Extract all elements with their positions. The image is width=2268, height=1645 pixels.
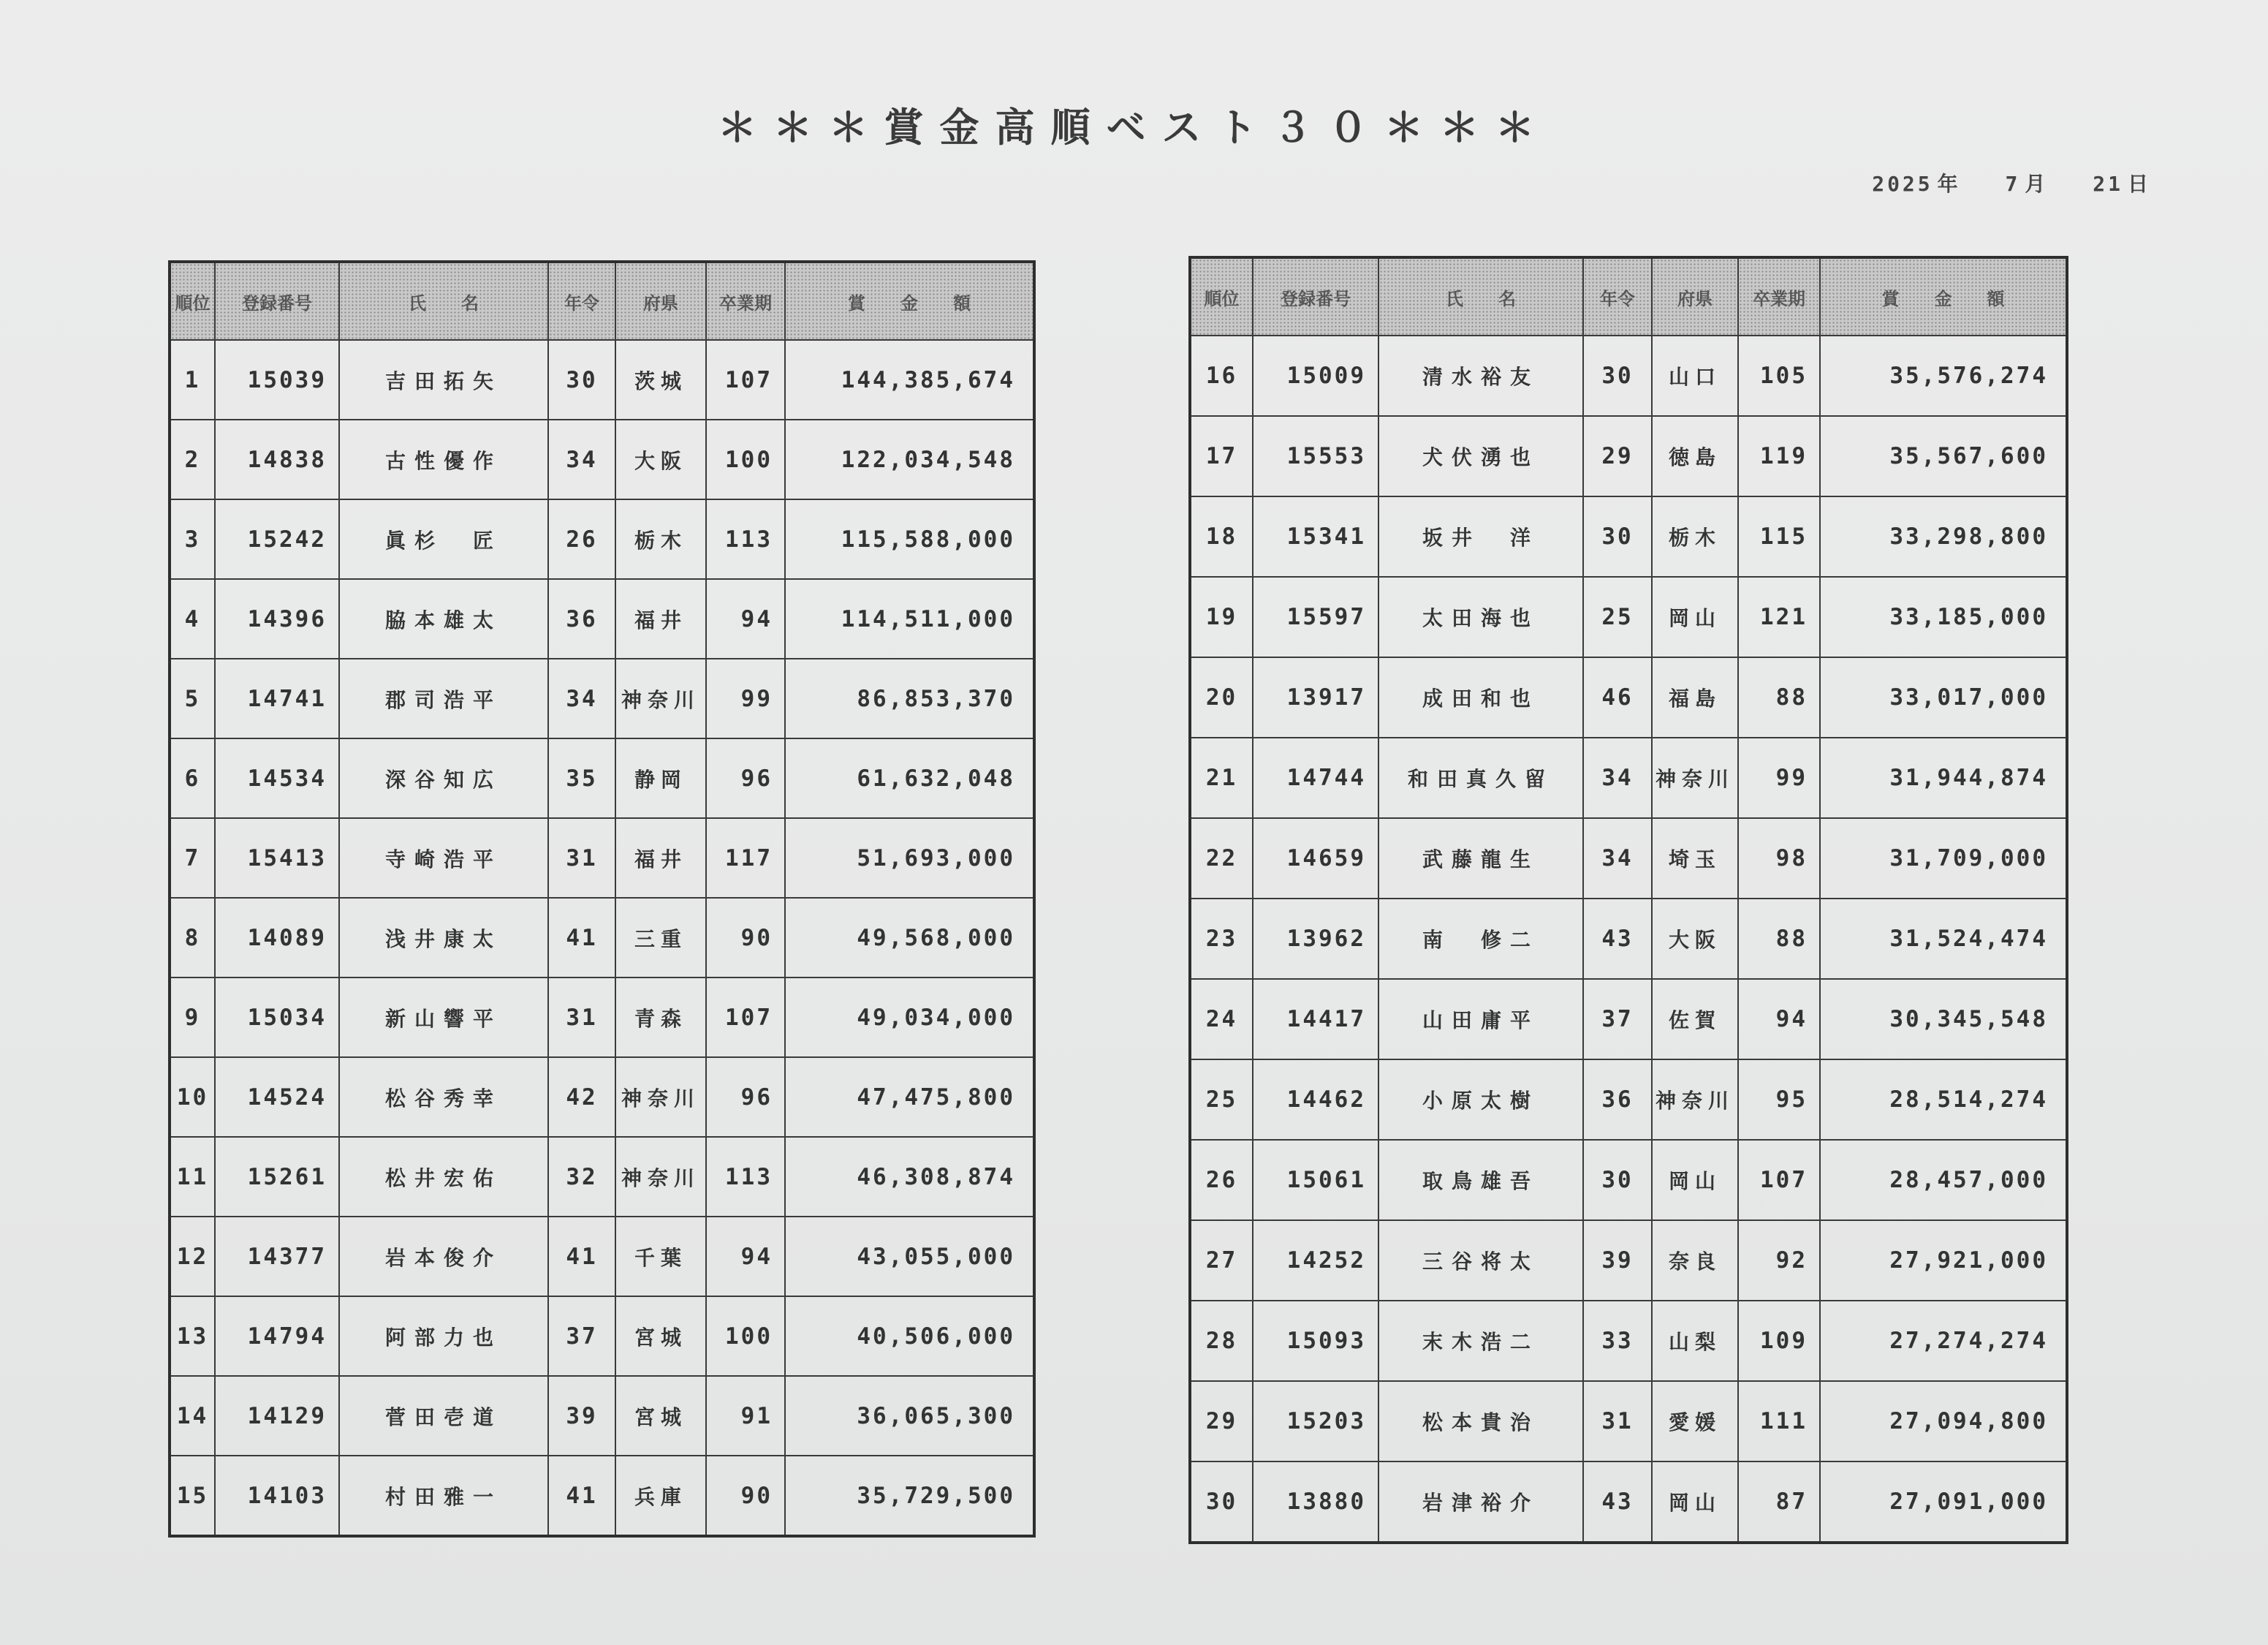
pref-cell: 大阪 [615,420,706,499]
rank-cell: 5 [170,659,215,738]
age-cell: 29 [1583,416,1652,496]
pref-cell: 千葉 [615,1217,706,1296]
name-cell: 阿部力也 [339,1296,548,1376]
rank-cell: 16 [1190,336,1253,416]
pref-cell: 神奈川 [1652,1059,1738,1140]
name-cell: 浅井康太 [339,898,548,977]
reg-no-cell: 15039 [215,340,339,420]
name-cell: 小原太樹 [1378,1059,1583,1140]
term-cell: 113 [706,1137,785,1217]
prize-cell: 35,729,500 [785,1456,1034,1536]
table-row [170,1137,1034,1217]
pref-cell: 宮城 [615,1376,706,1456]
name-cell: 南 修二 [1378,899,1583,979]
age-cell: 41 [548,1217,615,1296]
term-cell: 109 [1738,1301,1820,1381]
age-cell: 42 [548,1057,615,1137]
name-cell: 犬伏湧也 [1378,416,1583,496]
age-cell: 39 [548,1376,615,1456]
age-cell: 37 [548,1296,615,1376]
table-row [170,1376,1034,1456]
header-term: 卒業期 [706,262,785,340]
age-cell: 26 [548,499,615,579]
reg-no-cell: 15034 [215,977,339,1057]
rank-cell: 28 [1190,1301,1253,1381]
name-cell: 新山響平 [339,977,548,1057]
reg-no-cell: 15341 [1253,496,1378,577]
rank-cell: 19 [1190,577,1253,657]
reg-no-cell: 14377 [215,1217,339,1296]
prize-cell: 27,094,800 [1820,1381,2067,1461]
header-reg-no: 登録番号 [215,262,339,340]
table-row [1190,1220,2067,1301]
term-cell: 98 [1738,818,1820,899]
pref-cell: 福島 [1652,657,1738,738]
table-row [1190,979,2067,1059]
table-row [1190,336,2067,416]
reg-no-cell: 14794 [215,1296,339,1376]
rank-cell: 10 [170,1057,215,1137]
header-age: 年令 [548,262,615,340]
table-row [170,659,1034,738]
pref-cell: 茨城 [615,340,706,420]
name-cell: 武藤龍生 [1378,818,1583,899]
name-cell: 末木浩二 [1378,1301,1583,1381]
age-cell: 25 [1583,577,1652,657]
pref-cell: 愛媛 [1652,1381,1738,1461]
name-cell: 坂井 洋 [1378,496,1583,577]
term-cell: 90 [706,898,785,977]
term-cell: 96 [706,738,785,818]
rank-cell: 15 [170,1456,215,1536]
age-cell: 41 [548,1456,615,1536]
term-cell: 100 [706,420,785,499]
table-header-row [1190,257,2067,336]
table-row [1190,1140,2067,1220]
rank-cell: 29 [1190,1381,1253,1461]
rank-cell: 1 [170,340,215,420]
pref-cell: 福井 [615,818,706,898]
reg-no-cell: 14103 [215,1456,339,1536]
name-cell: 和田真久留 [1378,738,1583,818]
table-row [170,579,1034,659]
term-cell: 100 [706,1296,785,1376]
reg-no-cell: 14524 [215,1057,339,1137]
table-row [170,898,1034,977]
term-cell: 88 [1738,657,1820,738]
prize-cell: 35,567,600 [1820,416,2067,496]
name-cell: 太田海也 [1378,577,1583,657]
table-row [170,1057,1034,1137]
pref-cell: 山梨 [1652,1301,1738,1381]
date-year-unit: 年 [1937,172,1961,196]
ranking-table-left [168,260,1036,1538]
rank-cell: 18 [1190,496,1253,577]
pref-cell: 大阪 [1652,899,1738,979]
age-cell: 33 [1583,1301,1652,1381]
age-cell: 34 [1583,738,1652,818]
age-cell: 34 [548,420,615,499]
name-cell: 眞杉 匠 [339,499,548,579]
pref-cell: 三重 [615,898,706,977]
pref-cell: 青森 [615,977,706,1057]
pref-cell: 神奈川 [615,659,706,738]
prize-cell: 114,511,000 [785,579,1034,659]
rank-cell: 4 [170,579,215,659]
rank-cell: 12 [170,1217,215,1296]
pref-cell: 神奈川 [615,1057,706,1137]
reg-no-cell: 14129 [215,1376,339,1456]
prize-cell: 31,524,474 [1820,899,2067,979]
pref-cell: 岡山 [1652,1461,1738,1543]
reg-no-cell: 14659 [1253,818,1378,899]
header-rank: 順位 [170,262,215,340]
page-title: ＊＊＊賞金高順ベスト３０＊＊＊ [717,105,1551,151]
prize-cell: 61,632,048 [785,738,1034,818]
term-cell: 94 [706,1217,785,1296]
rank-cell: 13 [170,1296,215,1376]
name-cell: 取鳥雄吾 [1378,1140,1583,1220]
reg-no-cell: 13880 [1253,1461,1378,1543]
reg-no-cell: 14462 [1253,1059,1378,1140]
table-header-row [170,262,1034,340]
age-cell: 35 [548,738,615,818]
rank-cell: 17 [1190,416,1253,496]
prize-cell: 51,693,000 [785,818,1034,898]
name-cell: 松谷秀幸 [339,1057,548,1137]
pref-cell: 山口 [1652,336,1738,416]
table-row [1190,1381,2067,1461]
reg-no-cell: 15261 [215,1137,339,1217]
term-cell: 105 [1738,336,1820,416]
age-cell: 31 [1583,1381,1652,1461]
table-row [170,977,1034,1057]
reg-no-cell: 15203 [1253,1381,1378,1461]
name-cell: 清水裕友 [1378,336,1583,416]
name-cell: 古性優作 [339,420,548,499]
prize-cell: 49,034,000 [785,977,1034,1057]
rank-cell: 23 [1190,899,1253,979]
pref-cell: 奈良 [1652,1220,1738,1301]
age-cell: 46 [1583,657,1652,738]
rank-cell: 2 [170,420,215,499]
age-cell: 39 [1583,1220,1652,1301]
table-row [170,1296,1034,1376]
age-cell: 36 [1583,1059,1652,1140]
reg-no-cell: 15009 [1253,336,1378,416]
table-row [1190,899,2067,979]
reg-no-cell: 15413 [215,818,339,898]
prize-cell: 86,853,370 [785,659,1034,738]
prize-cell: 30,345,548 [1820,979,2067,1059]
pref-cell: 徳島 [1652,416,1738,496]
table-row [170,1456,1034,1536]
table-row [170,499,1034,579]
header-prize: 賞 金 額 [1820,257,2067,336]
reg-no-cell: 15553 [1253,416,1378,496]
date-month-unit: 月 [2025,172,2049,196]
rank-cell: 9 [170,977,215,1057]
rank-cell: 14 [170,1376,215,1456]
reg-no-cell: 15597 [1253,577,1378,657]
header-reg-no: 登録番号 [1253,257,1378,336]
reg-no-cell: 14417 [1253,979,1378,1059]
pref-cell: 栃木 [615,499,706,579]
term-cell: 90 [706,1456,785,1536]
prize-cell: 122,034,548 [785,420,1034,499]
reg-no-cell: 15242 [215,499,339,579]
rank-cell: 25 [1190,1059,1253,1140]
pref-cell: 神奈川 [1652,738,1738,818]
term-cell: 119 [1738,416,1820,496]
age-cell: 36 [548,579,615,659]
name-cell: 村田雅一 [339,1456,548,1536]
ranking-table-right [1188,256,2068,1544]
prize-cell: 144,385,674 [785,340,1034,420]
age-cell: 43 [1583,1461,1652,1543]
date-year: 2025 [1872,172,1933,196]
date-day: 21 [2093,172,2123,196]
table-row [170,738,1034,818]
reg-no-cell: 14838 [215,420,339,499]
table-row [1190,1301,2067,1381]
reg-no-cell: 14252 [1253,1220,1378,1301]
term-cell: 107 [1738,1140,1820,1220]
pref-cell: 岡山 [1652,1140,1738,1220]
rank-cell: 6 [170,738,215,818]
reg-no-cell: 14741 [215,659,339,738]
name-cell: 山田庸平 [1378,979,1583,1059]
age-cell: 30 [1583,496,1652,577]
name-cell: 成田和也 [1378,657,1583,738]
age-cell: 30 [1583,336,1652,416]
pref-cell: 宮城 [615,1296,706,1376]
prize-cell: 33,017,000 [1820,657,2067,738]
age-cell: 30 [1583,1140,1652,1220]
name-cell: 松本貴治 [1378,1381,1583,1461]
rank-cell: 21 [1190,738,1253,818]
term-cell: 113 [706,499,785,579]
term-cell: 92 [1738,1220,1820,1301]
age-cell: 43 [1583,899,1652,979]
term-cell: 121 [1738,577,1820,657]
pref-cell: 埼玉 [1652,818,1738,899]
prize-cell: 33,298,800 [1820,496,2067,577]
term-cell: 111 [1738,1381,1820,1461]
age-cell: 34 [548,659,615,738]
header-rank: 順位 [1190,257,1253,336]
prize-cell: 46,308,874 [785,1137,1034,1217]
name-cell: 岩津裕介 [1378,1461,1583,1543]
name-cell: 三谷将太 [1378,1220,1583,1301]
table-row [1190,818,2067,899]
header-name: 氏 名 [1378,257,1583,336]
rank-cell: 7 [170,818,215,898]
table-row [1190,1059,2067,1140]
rank-cell: 30 [1190,1461,1253,1543]
table-row [170,420,1034,499]
header-pref: 府県 [1652,257,1738,336]
header-prize: 賞 金 額 [785,262,1034,340]
pref-cell: 福井 [615,579,706,659]
term-cell: 88 [1738,899,1820,979]
header-age: 年令 [1583,257,1652,336]
prize-cell: 27,091,000 [1820,1461,2067,1543]
table-row [1190,738,2067,818]
prize-cell: 35,576,274 [1820,336,2067,416]
reg-no-cell: 14089 [215,898,339,977]
reg-no-cell: 15093 [1253,1301,1378,1381]
reg-no-cell: 15061 [1253,1140,1378,1220]
date-month: 7 [2005,172,2021,196]
rank-cell: 27 [1190,1220,1253,1301]
reg-no-cell: 13917 [1253,657,1378,738]
prize-cell: 36,065,300 [785,1376,1034,1456]
table-row [1190,577,2067,657]
term-cell: 107 [706,340,785,420]
term-cell: 115 [1738,496,1820,577]
age-cell: 34 [1583,818,1652,899]
prize-cell: 115,588,000 [785,499,1034,579]
age-cell: 31 [548,818,615,898]
table-row [170,1217,1034,1296]
name-cell: 岩本俊介 [339,1217,548,1296]
prize-cell: 40,506,000 [785,1296,1034,1376]
term-cell: 91 [706,1376,785,1456]
table-row [170,818,1034,898]
term-cell: 99 [1738,738,1820,818]
age-cell: 30 [548,340,615,420]
name-cell: 深谷知広 [339,738,548,818]
term-cell: 117 [706,818,785,898]
header-term: 卒業期 [1738,257,1820,336]
name-cell: 寺崎浩平 [339,818,548,898]
name-cell: 郡司浩平 [339,659,548,738]
prize-cell: 28,514,274 [1820,1059,2067,1140]
prize-cell: 47,475,800 [785,1057,1034,1137]
name-cell: 松井宏佑 [339,1137,548,1217]
prize-cell: 28,457,000 [1820,1140,2067,1220]
prize-cell: 31,944,874 [1820,738,2067,818]
header-name: 氏 名 [339,262,548,340]
pref-cell: 兵庫 [615,1456,706,1536]
term-cell: 99 [706,659,785,738]
reg-no-cell: 14534 [215,738,339,818]
date-day-unit: 日 [2127,172,2151,196]
prize-cell: 31,709,000 [1820,818,2067,899]
table-row [1190,416,2067,496]
rank-cell: 20 [1190,657,1253,738]
prize-cell: 27,921,000 [1820,1220,2067,1301]
reg-no-cell: 14744 [1253,738,1378,818]
age-cell: 41 [548,898,615,977]
term-cell: 95 [1738,1059,1820,1140]
prize-cell: 49,568,000 [785,898,1034,977]
reg-no-cell: 14396 [215,579,339,659]
print-date [1867,168,2151,197]
reg-no-cell: 13962 [1253,899,1378,979]
term-cell: 87 [1738,1461,1820,1543]
age-cell: 31 [548,977,615,1057]
term-cell: 94 [706,579,785,659]
term-cell: 94 [1738,979,1820,1059]
name-cell: 菅田壱道 [339,1376,548,1456]
name-cell: 脇本雄太 [339,579,548,659]
rank-cell: 11 [170,1137,215,1217]
header-pref: 府県 [615,262,706,340]
term-cell: 107 [706,977,785,1057]
pref-cell: 栃木 [1652,496,1738,577]
rank-cell: 8 [170,898,215,977]
prize-cell: 33,185,000 [1820,577,2067,657]
pref-cell: 静岡 [615,738,706,818]
rank-cell: 26 [1190,1140,1253,1220]
name-cell: 吉田拓矢 [339,340,548,420]
table-row [170,340,1034,420]
prize-cell: 43,055,000 [785,1217,1034,1296]
pref-cell: 神奈川 [615,1137,706,1217]
age-cell: 32 [548,1137,615,1217]
prize-cell: 27,274,274 [1820,1301,2067,1381]
pref-cell: 佐賀 [1652,979,1738,1059]
rank-cell: 24 [1190,979,1253,1059]
table-row [1190,1461,2067,1543]
table-row [1190,496,2067,577]
term-cell: 96 [706,1057,785,1137]
rank-cell: 22 [1190,818,1253,899]
rank-cell: 3 [170,499,215,579]
table-row [1190,657,2067,738]
age-cell: 37 [1583,979,1652,1059]
pref-cell: 岡山 [1652,577,1738,657]
